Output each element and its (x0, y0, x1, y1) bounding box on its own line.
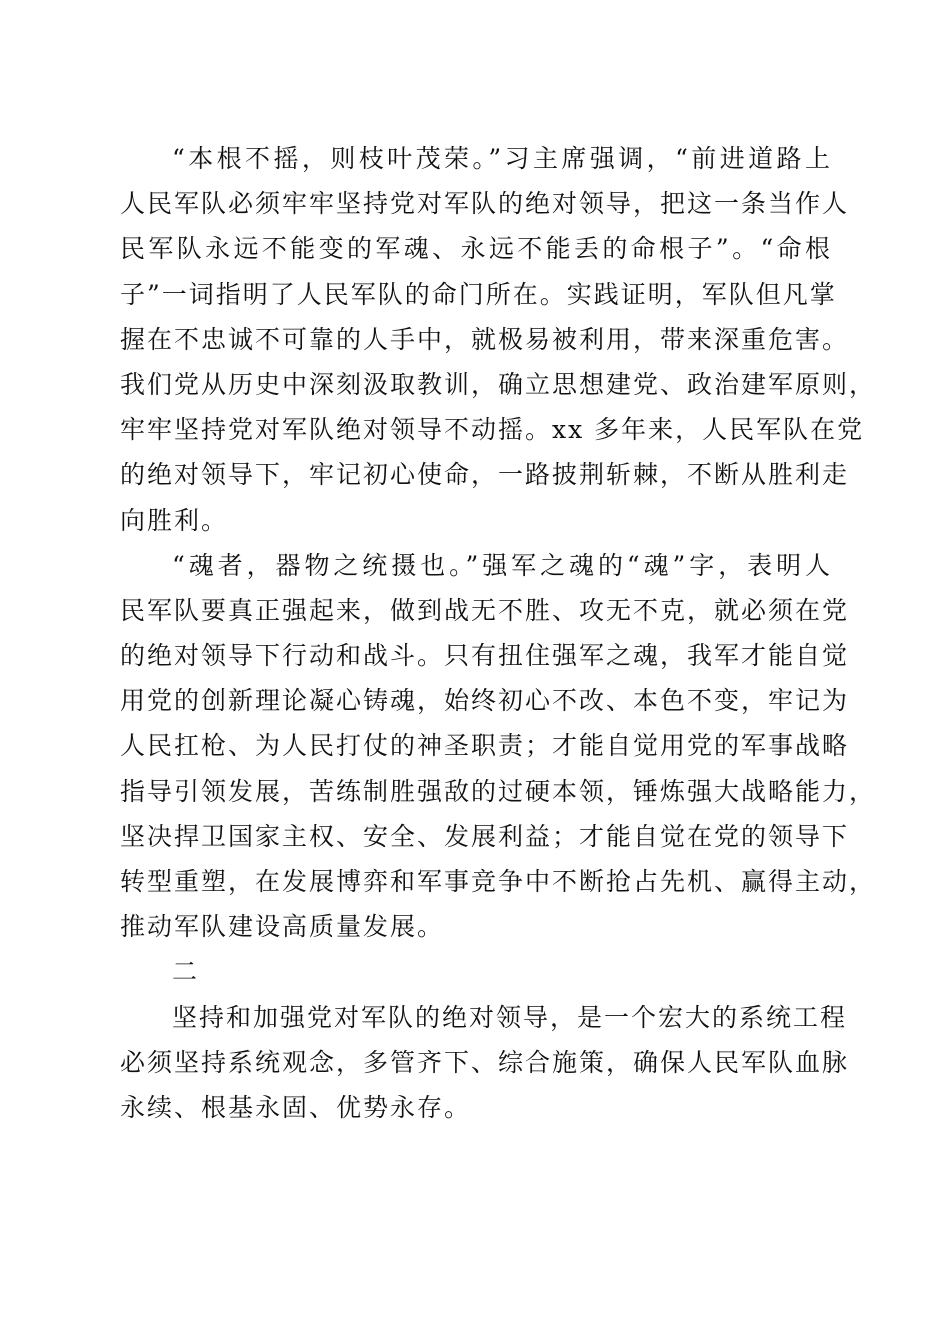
paragraph-2 (120, 543, 877, 950)
text-line: 坚决捍卫国家主权、安全、发展利益；才能自觉在党的领导下 (120, 821, 850, 851)
text-line: 人民军队必须牢牢坚持党对军队的绝对领导，把这一条当作人 (120, 189, 850, 219)
text-line: 握在不忠诚不可靠的人手中，就极易被利用，带来深重危害。 (120, 324, 850, 354)
text-line: 的绝对领导下行动和战斗。只有扭住强军之魂，我军才能自觉 (120, 641, 850, 671)
text-line: 转型重塑，在发展博弈和军事竞争中不断抢占先机、赢得主动， (120, 867, 877, 896)
text-line: 人民扛枪、为人民打仗的神圣职责；才能自觉用党的军事战略 (120, 731, 850, 761)
text-line: 指导引领发展，苦练制胜强敌的过硬本领，锤炼强大战略能力， (120, 776, 877, 806)
paragraph-3 (120, 995, 850, 1131)
section-number: 二 (172, 957, 200, 987)
text-line: 永续、根基永固、优势永存。 (120, 1092, 472, 1122)
text-line: “本根不摇，则枝叶茂荣。”习主席强调，“前进道路上 (172, 144, 832, 173)
text-line: 必须坚持系统观念，多管齐下、综合施策，确保人民军队血脉 (120, 1047, 850, 1077)
text-line: 牢牢坚持党对军队绝对领导不动摇。xx 多年来，人民军队在党 (120, 415, 865, 445)
text-line: 民军队永远不能变的军魂、永远不能丢的命根子”。“命根 (120, 234, 832, 264)
text-line: 坚持和加强党对军队的绝对领导，是一个宏大的系统工程 (172, 1002, 848, 1032)
text-line: 民军队要真正强起来，做到战无不胜、攻无不克，就必须在党 (120, 595, 850, 625)
text-line: 向胜利。 (120, 505, 229, 535)
paragraph-1 (120, 136, 877, 543)
text-line: 的绝对领导下，牢记初心使命，一路披荆斩棘，不断从胜利走 (120, 460, 850, 490)
text-line: 子”一词指明了人民军队的命门所在。实践证明，军队但凡掌 (120, 279, 837, 309)
section-heading (120, 949, 832, 994)
text-line: 用党的创新理论凝心铸魂，始终初心不改、本色不变，牢记为 (120, 686, 850, 716)
text-line: 我们党从历史中深刻汲取教训，确立思想建党、政治建军原则， (120, 369, 877, 399)
text-line: 推动军队建设高质量发展。 (120, 912, 445, 942)
document-body (120, 136, 877, 1130)
text-line: “魂者，器物之统摄也。”强军之魂的“魂”字，表明人 (172, 550, 832, 580)
